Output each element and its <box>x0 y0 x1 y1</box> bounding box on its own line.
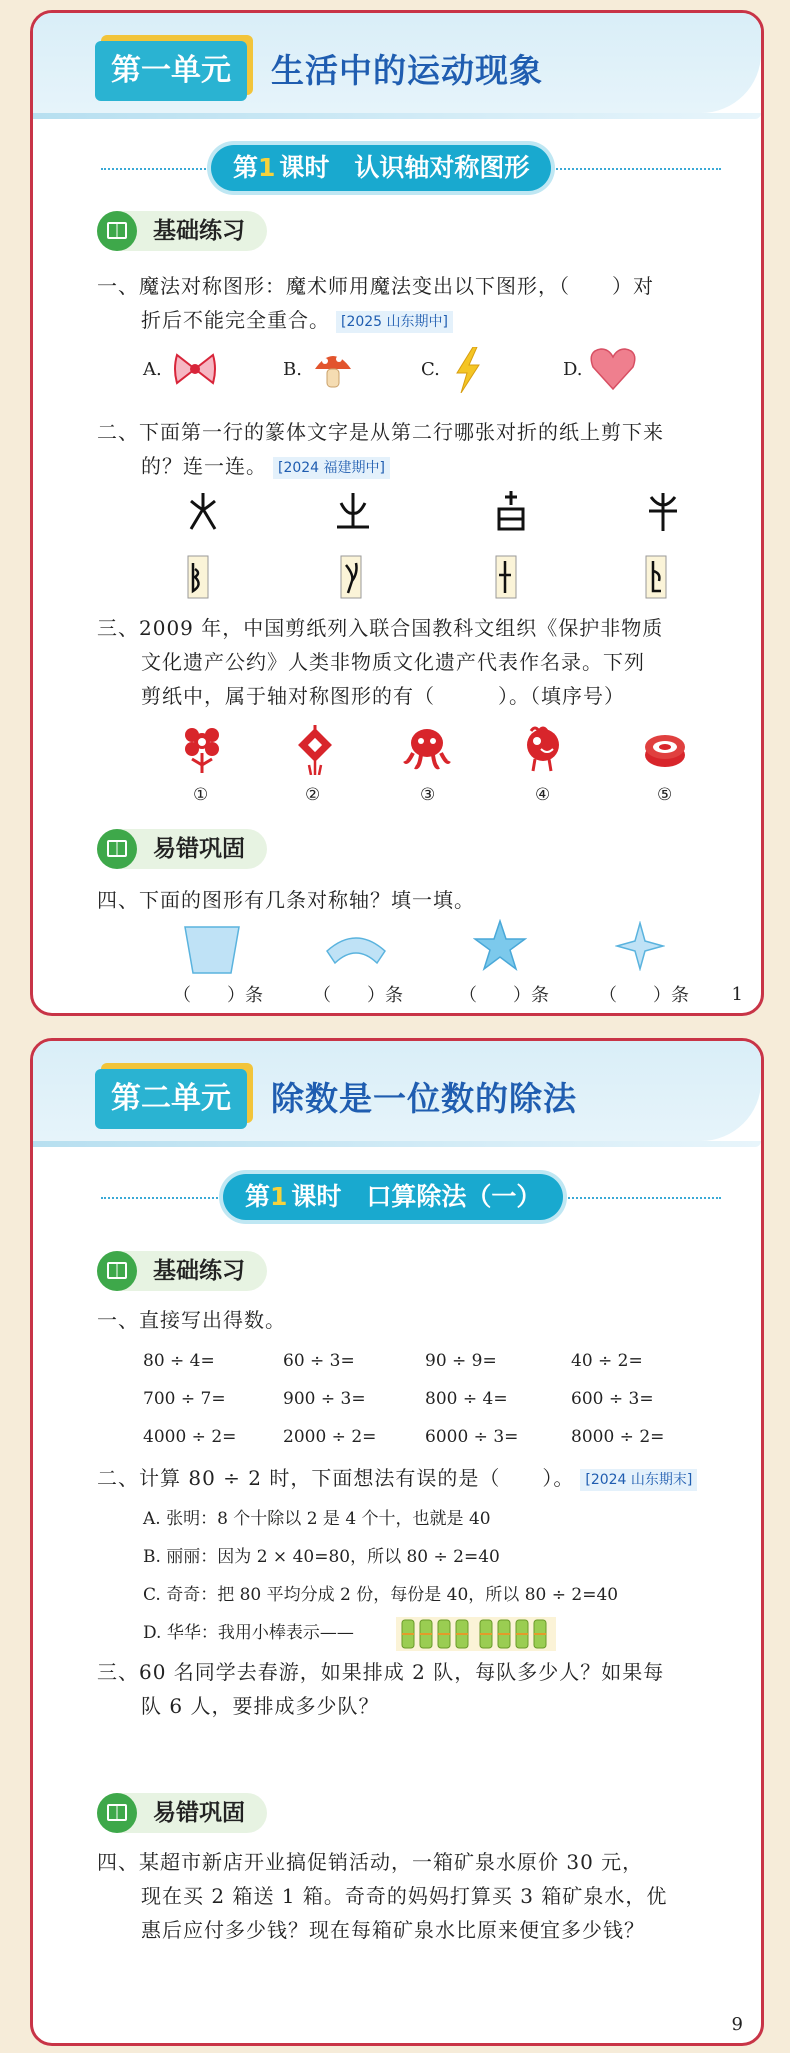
option-b-label: B. <box>283 359 302 380</box>
folded-paper-3 <box>495 555 517 599</box>
book-icon <box>97 829 137 869</box>
seal-char-2 <box>333 489 373 533</box>
sticks-bundles-image <box>396 1617 556 1651</box>
book-icon <box>97 1251 137 1291</box>
unit-tag: 第一单元 <box>95 41 247 101</box>
section-error-review: 易错巩固 <box>97 829 267 869</box>
worksheet-page-1: 第一单元 生活中的运动现象 第1 课时 认识轴对称图形 基础练习 一、魔法对称图形：魔术师用魔法变出以下图形，（ ）对 折后不能完全重合。 [2025 山东期中] A. B. C. D. 二、下面第一行的篆体文字是从第二行哪张对折的纸上剪下来 的？连一连。 [2024 福建期中] 三、2009 年，中国剪纸列入联合国教科文组织《保护非物质 文化遗产公约》人类非物质文化遗产代表作名录。下列 剪纸中，属于轴对称图形的有（ ）。（填序号） ① ② ③ ④ ⑤ 易错巩固 四、下面的图形有几条对称轴？填一填。 （ ）条 （ ）条 （ ）条 （ ）条 1 <box>30 10 764 1016</box>
question-3: 三、2009 年，中国剪纸列入联合国教科文组织《保护非物质 文化遗产公约》人类非物质文化遗产代表作名录。下列 剪纸中，属于轴对称图形的有（ ）。（填序号） <box>97 616 664 708</box>
papercut-mooncake <box>643 727 687 771</box>
unit-title: 生活中的运动现象 <box>271 51 543 90</box>
papercut-flower <box>180 725 224 775</box>
answer-blank-2[interactable]: （ ）条 <box>313 985 403 1006</box>
heart-icon <box>589 347 637 391</box>
question-1: 一、直接写出得数。 <box>97 1308 286 1332</box>
answer-blank-3[interactable]: （ ）条 <box>459 985 549 1006</box>
lightning-icon <box>453 347 483 393</box>
lesson-title: 第1 课时 口算除法（一） <box>223 1174 563 1220</box>
answer-blank-1[interactable]: （ ）条 <box>173 985 263 1006</box>
lesson-title: 第1 课时 认识轴对称图形 <box>211 145 551 191</box>
question-3: 三、60 名同学去春游，如果排成 2 队，每队多少人？如果每 队 6 人，要排成多少队？ <box>97 1660 665 1718</box>
papercut-octopus <box>403 727 451 771</box>
page-number: 9 <box>731 2014 743 2035</box>
mushroom-icon <box>313 347 353 391</box>
star-shape <box>473 919 527 971</box>
source-badge: [2025 山东期中] <box>336 311 453 333</box>
question-2: 二、计算 80 ÷ 2 时，下面想法有误的是（ ）。 [2024 山东期末] <box>97 1461 697 1495</box>
book-icon <box>97 211 137 251</box>
section-error-review: 易错巩固 <box>97 1793 267 1833</box>
question-4: 四、某超市新店开业搞促销活动，一箱矿泉水原价 30 元， 现在买 2 箱送 1 箱。奇奇的妈妈打算买 3 箱矿泉水，优 惠后应付多少钱？现在每箱矿泉水比原来便宜多少钱？ <box>97 1850 668 1942</box>
papercut-rooster <box>521 725 565 773</box>
seal-char-3 <box>491 489 531 533</box>
section-basic-practice: 基础练习 <box>97 211 267 251</box>
bow-icon <box>173 349 217 389</box>
option-c: C. 奇奇：把 80 平均分成 2 份，每份是 40，所以 80 ÷ 2=40 <box>143 1585 619 1605</box>
trapezoid-shape <box>183 925 241 975</box>
question-2: 二、下面第一行的篆体文字是从第二行哪张对折的纸上剪下来 的？连一连。 [2024 福建期中] <box>97 420 664 478</box>
seal-char-1 <box>183 489 223 533</box>
papercut-knot <box>295 725 335 775</box>
folded-paper-1 <box>187 555 209 599</box>
four-point-star-shape <box>615 921 665 971</box>
folded-paper-4 <box>645 555 667 599</box>
book-icon <box>97 1793 137 1833</box>
option-a: A. 张明：8 个十除以 2 是 4 个十，也就是 40 <box>143 1509 491 1529</box>
page-number: 1 <box>731 984 743 1005</box>
answer-blank-4[interactable]: （ ）条 <box>599 985 689 1006</box>
seal-char-4 <box>643 489 683 533</box>
question-1: 一、魔法对称图形：魔术师用魔法变出以下图形，（ ）对 折后不能完全重合。 [2025 山东期中] <box>97 274 654 332</box>
option-d: D. 华华：我用小棒表示—— <box>143 1623 354 1643</box>
worksheet-page-2: 第二单元 除数是一位数的除法 第1 课时 口算除法（一） 基础练习 一、直接写出得数。 80 ÷ 4= 60 ÷ 3= 90 ÷ 9= 40 ÷ 2= 700 ÷ 7= 900 ÷ 3= 800 ÷ 4= 600 ÷ 3= 4000 ÷ 2= 2000 ÷ 2= 6000 ÷ 3= 8000 ÷ 2= 二、计算 80 ÷ 2 时，下面想法有误的是（ ）。 [2024 山东期末] A. 张明：8 个十除以 2 是 4 个十，也就是 40 B. 丽丽：因为 2 × 40=80，所以 80 ÷ 2=40 C. 奇奇：把 80 平均分成 2 份，每份是 40，所以 80 ÷ 2=40 D. 华华：我用小棒表示—— 三、60 名同学去春游，如果排成 2 队，每队多少人？如果每 队 6 人，要排成多少队？ 易错巩固 四、某超市新店开业搞促销活动，一箱矿泉水原价 30 元， 现在买 2 箱送 1 箱。奇奇的妈妈打算买 3 箱矿泉水，优 惠后应付多少钱？现在每箱矿泉水比原来便宜多少钱？ 9 <box>30 1038 764 2046</box>
section-basic-practice: 基础练习 <box>97 1251 267 1291</box>
source-badge: [2024 山东期末] <box>580 1469 697 1491</box>
arc-band-shape <box>325 931 387 965</box>
folded-paper-2 <box>340 555 362 599</box>
option-a-label: A. <box>143 359 162 380</box>
option-d-label: D. <box>563 359 583 380</box>
option-b: B. 丽丽：因为 2 × 40=80，所以 80 ÷ 2=40 <box>143 1547 500 1567</box>
source-badge: [2024 福建期中] <box>273 457 390 479</box>
unit-tag: 第二单元 <box>95 1069 247 1129</box>
unit-title: 除数是一位数的除法 <box>271 1079 577 1118</box>
question-4: 四、下面的图形有几条对称轴？填一填。 <box>97 888 475 912</box>
option-c-label: C. <box>421 359 440 380</box>
